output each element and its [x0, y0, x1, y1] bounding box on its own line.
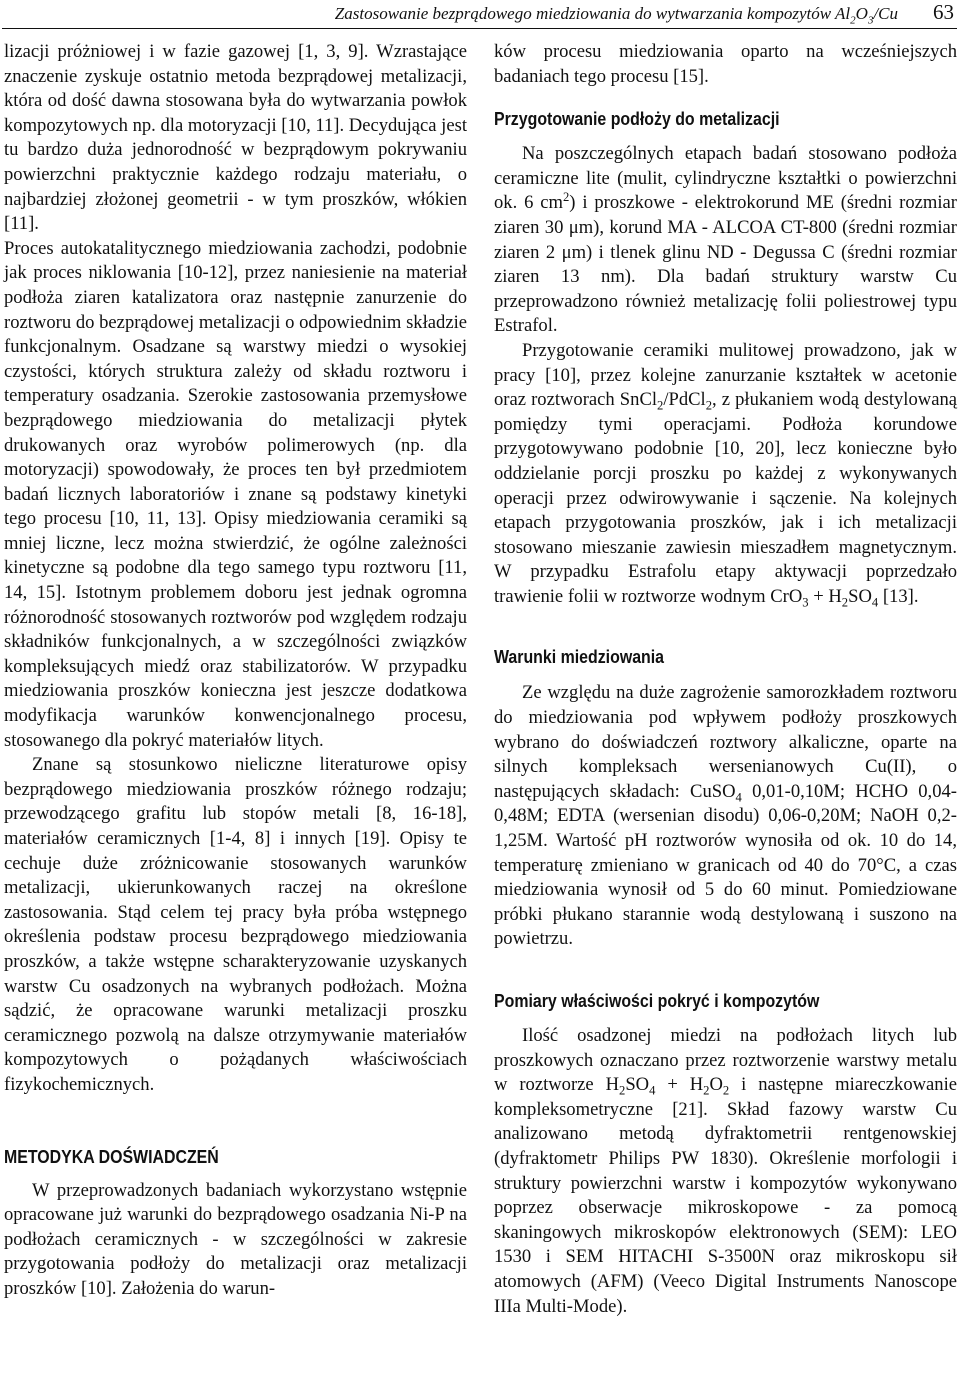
subscript: 4 [735, 790, 742, 805]
text-run: O [709, 1074, 723, 1096]
paragraph: ków procesu miedziowania oparto na wcześniejszych badaniach tego procesu [15]. [494, 41, 957, 87]
left-column [4, 40, 467, 1302]
text-run: SO [625, 1074, 650, 1096]
paragraph [494, 339, 957, 610]
paragraph [494, 681, 957, 952]
header-subscript: 3 [867, 14, 874, 27]
header-divider [2, 28, 957, 29]
text-run: /PdCl [663, 389, 706, 411]
subscript: 2 [722, 1083, 730, 1098]
page-number: 63 [933, 0, 954, 24]
subscript: 2 [703, 1083, 710, 1098]
text-run: + H [655, 1074, 704, 1096]
text-run: Ze względu na duże zagrożenie samorozkładem roztworu do miedziowania pod wpływem podłoży proszkowych wybrano do doświadczeń roztwory alkaliczne, oparte na silnych kompleksach wersenianowych Cu(II), o następujących składach: CuSO [494, 682, 957, 802]
text-run: Na poszczególnych etapach badań stosowano podłoża ceramiczne lite (mulit, cylindryczne kształtki o powierzchni ok. 6 cm [494, 143, 957, 214]
paragraph: Proces autokatalitycznego miedziowania zachodzi, podobnie jak proces niklowania [10-12], przez naniesienie na materiał podłoża ziaren katalizatora oraz następnie zanurzenie do roztworu do bezprądowej metalizacji o odpowiednim składzie funkcjonalnym. Osadzane są warstwy miedzi o wysokiej czystości, których struktura zależy od składu roztworu i temperatury osadzania. Szerokie zastosowania przemysłowe bezprądowego miedziowania do metalizacji płytek drukowanych oraz wyrobów polimerowych (np. dla motoryzacji) spowodowały, że proces ten był przedmiotem badań licznych laboratoriów i znane są podstawy kinetyki tego procesu [10, 11, 13]. Opisy miedziowania ceramiki są mniej liczne, lecz można stwierdzić, że ogólne zależności kinetyczne są podobne dla tego samego typu roztworu [11, 14, 15]. Istotnym problemem doboru jest jednak ogromna różnorodność stosowanych roztworów pod względem rodzaju składników funkcjonalnych, a w szczególności związków kompleksujących miedź oraz stabilizatorów. W przypadku miedziowania proszków konieczna jest jeszcze dodatkowa modyfikacja warunków konwencjonalnego procesu, stosowanego dla pokryć materiałów litych. [4, 237, 467, 751]
subscript: 2 [657, 398, 664, 413]
text-run: ) i proszkowe - elektrokorund ME (średni rozmiar ziaren 30 μm), korund MA - ALCOA CT-800 (średni rozmiar ziaren 2 μm) i tlenek glinu ND - Degussa C (średni rozmiar ziaren 13 nm). Dla badań struktury warstw Cu przeprowadzono również metalizację folii poliestrowej typu Estrafol. [494, 192, 957, 337]
text-run: SO [848, 585, 872, 607]
paragraph: lizacji próżniowej i w fazie gazowej [1, 3, 9]. Wzrastające znaczenie zyskuje ostatnio metoda bezprądowej metalizacji, która od dość dawna stosowana była do wytwarzania powłok kompozytowych np. dla motoryzacji [10, 11]. Decydująca jest tu bardzo duża jednorodność w bezprądowym pokrywaniu powierzchni praktycznie każdego rodzaju materiału, o najbardziej złożonej geometrii - w tym proszków, włókien [11]. [4, 41, 467, 235]
running-header-title [334, 4, 898, 27]
paragraph [494, 1024, 957, 1319]
subscript: 4 [871, 595, 879, 610]
text-run: 0,01-0,10M; HCHO 0,04-0,48M; EDTA (wersenian disodu) 0,06-0,20M; NaOH 0,2-1,25M. Wartość pH roztworów wynosiła od ok. 10 do 14, temperaturę zmieniano w granicach od 40 do 70°C, a czas miedziowania wynosił od 5 do 60 minut. Pomiedziowane próbki płukano starannie wodą destylowaną i suszono na powietrzu. [494, 780, 957, 950]
section-heading-substrates: Przygotowanie podłoży do metalizacji [494, 108, 780, 130]
header-subscript: 2 [850, 14, 856, 27]
subscript: 3 [802, 595, 809, 610]
paragraph: W przeprowadzonych badaniach wykorzystano wstępnie opracowane już warunki do bezprądowego osadzania Ni-P na podłożach ceramicznych - w szczególności w zakresie przygotowania podłoży do metalizacji oraz metalizacji proszków [10]. Założenia do warun- [4, 1179, 467, 1299]
header-title-text: O [855, 4, 868, 23]
header-title-text: Zastosowanie bezprądowego miedziowania do wytwarzania kompozytów Al [334, 4, 851, 23]
text-run: Ilość osadzonej miedzi na podłożach litych lub proszkowych oznaczano przez roztworzenie warstwy metalu w roztworze H [494, 1025, 957, 1096]
section-heading-conditions: Warunki miedziowania [494, 646, 665, 668]
subscript: 4 [649, 1083, 656, 1098]
text-run: i następne miareczkowanie kompleksometryczne [21]. Skład fazowy warstw Cu analizowano metodą dyfraktometrii rentgenowskiej (dyfraktometr Philips PW 1830). Określenie morfologii i struktury powierzchni warstw i kompozytów wykonywano poprzez obserwacje mikroskopowe - za pomocą skaningowych mikroskopów elektronowych (SEM): LEO 1530 i SEM HITACHI S-3500N oraz mikroskopu sił atomowych (AFM) (Veeco Digital Instruments Nanoscope IIIa Multi-Mode). [494, 1074, 958, 1317]
header-title-text: /Cu [873, 4, 898, 23]
superscript: 2 [562, 190, 570, 205]
text-run: Przygotowanie ceramiki mulitowej prowadzono, jak w pracy [10], przez kolejne zanurzanie kształtek w acetonie oraz roztworach SnCl [494, 339, 957, 411]
section-heading-methods: METODYKA DOŚWIADCZEŃ [4, 1145, 219, 1167]
subscript: 2 [841, 595, 849, 610]
right-column [494, 40, 957, 1319]
text-run: [13]. [878, 585, 919, 607]
paragraph: Znane są stosunkowo nieliczne literaturowe opisy bezprądowego miedziowania proszków różnego rodzaju; przewodzącego grafitu lub stopów metali [8, 16-18], materiałów ceramicznych [1-4, 8] i innych [19]. Opisy te cechuje duże zróżnicowanie stosowanych warunków metalizacji, ukierunkowanych raczej na określone zastosowania. Stąd celem tej pracy była próba wstępnego określenia podstaw procesu bezprądowego miedziowania proszków, a także wstępne scharakteryzowanie uzyskanych warstw Cu osadzonych na wybranych podłożach. Można sądzić, że opracowane warunki metalizacji proszku ceramicznego pozwolą na dalsze otrzymywanie materiałów kompozytowych o pożądanych właściwościach fizykochemicznych. [4, 754, 467, 1095]
text-run: , z płukaniem wodą destylowaną pomiędzy tymi operacjami. Podłoża korundowe przygotowywano podobnie [10, 20], lecz konieczne było oddzielanie porcji proszku po każdej z wykonywanych operacji przez odwirowywanie i sączenie. Na kolejnych etapach przygotowania proszków, jak i ich metalizacji stosowano mieszanie zawiesin mieszadłem magnetycznym. W przypadku Estrafolu etapy aktywacji poprzedzało trawienie folii w roztworze wodnym CrO [494, 389, 957, 607]
subscript: 2 [705, 398, 713, 413]
subscript: 2 [619, 1083, 626, 1098]
section-heading-measurements: Pomiary właściwości pokryć i kompozytów [494, 990, 820, 1011]
paragraph [494, 142, 957, 339]
text-run: + H [808, 585, 842, 607]
running-header [0, 0, 960, 30]
